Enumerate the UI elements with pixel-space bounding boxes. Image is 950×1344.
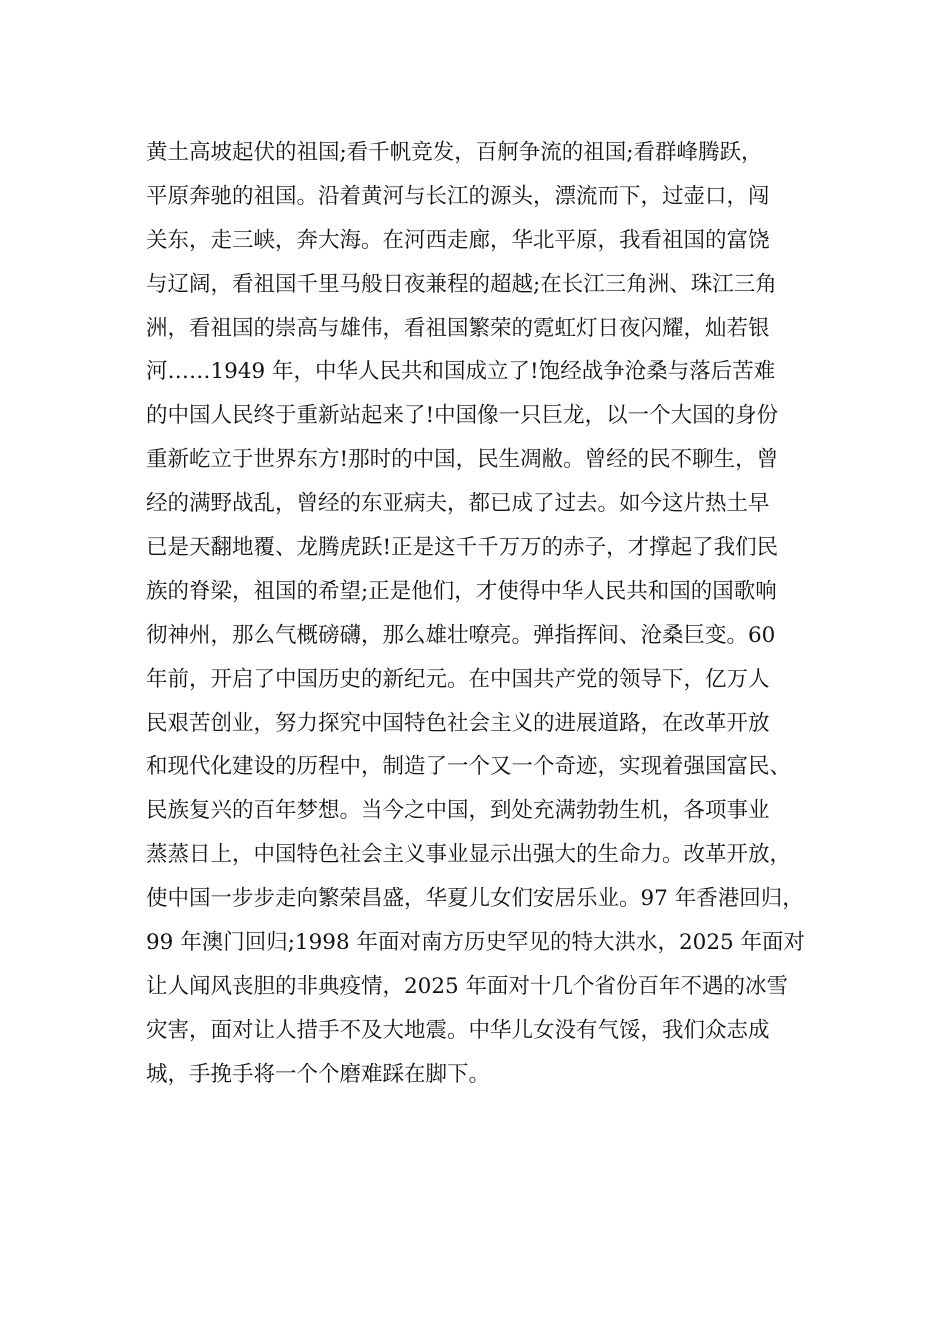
text-line-1: 黄土高坡起伏的祖国;看千帆竞发，百舸争流的祖国;看群峰腾跃， (146, 140, 763, 165)
text-line-2: 平原奔驰的祖国。沿着黄河与长江的源头，漂流而下，过壶口，闯 (146, 183, 770, 209)
text-line-10: 已是天翻地覆、龙腾虎跃!正是这千千万万的赤子，才撑起了我们民 (146, 535, 779, 561)
text-line-3: 关东，走三峡，奔大海。在河西走廊，华北平原，我看祖国的富饶 (146, 227, 770, 253)
text-line-19: 99 年澳门回归;1998 年面对南方历史罕见的特大洪水，2025 年面对 (146, 930, 806, 956)
text-line-12: 彻神州，那么气概磅礴，那么雄壮嘹亮。弹指挥间、沧桑巨变。60 (146, 622, 776, 648)
text-line-7: 的中国人民终于重新站起来了!中国像一只巨龙，以一个大国的身份 (146, 403, 779, 429)
text-line-4: 与辽阔，看祖国千里马般日夜兼程的超越;在长江三角洲、珠江三角 (146, 271, 777, 297)
body-paragraph (146, 131, 816, 1097)
text-line-6: 河……1949 年，中华人民共和国成立了!饱经战争沧桑与落后苦难 (146, 359, 776, 385)
text-line-20: 让人闻风丧胆的非典疫情，2025 年面对十几个省份百年不遇的冰雪 (146, 973, 789, 999)
text-line-5: 洲，看祖国的崇高与雄伟，看祖国繁荣的霓虹灯日夜闪耀，灿若银 (146, 315, 770, 341)
text-line-9: 经的满野战乱，曾经的东亚病夫，都已成了过去。如今这片热土早 (146, 491, 770, 517)
text-line-17: 蒸蒸日上，中国特色社会主义事业显示出强大的生命力。改革开放， (146, 842, 792, 868)
text-line-21: 灾害，面对让人措手不及大地震。中华儿女没有气馁，我们众志成 (146, 1017, 770, 1043)
text-line-8: 重新屹立于世界东方!那时的中国，民生凋敝。曾经的民不聊生，曾 (146, 447, 779, 473)
text-line-14: 民艰苦创业，努力探究中国特色社会主义的进展道路，在改革开放 (146, 710, 770, 736)
text-line-22: 城，手挽手将一个个磨难踩在脚下。 (146, 1061, 491, 1087)
text-line-16: 民族复兴的百年梦想。当今之中国，到处充满勃勃生机，各项事业 (146, 798, 770, 824)
text-line-15: 和现代化建设的历程中，制造了一个又一个奇迹，实现着强国富民、 (146, 754, 792, 780)
text-line-11: 族的脊梁，祖国的希望;正是他们，才使得中华人民共和国的国歌响 (146, 578, 777, 604)
text-line-18: 使中国一步步走向繁荣昌盛，华夏儿女们安居乐业。97 年香港回归， (146, 886, 804, 912)
text-line-13: 年前，开启了中国历史的新纪元。在中国共产党的领导下，亿万人 (146, 666, 770, 692)
